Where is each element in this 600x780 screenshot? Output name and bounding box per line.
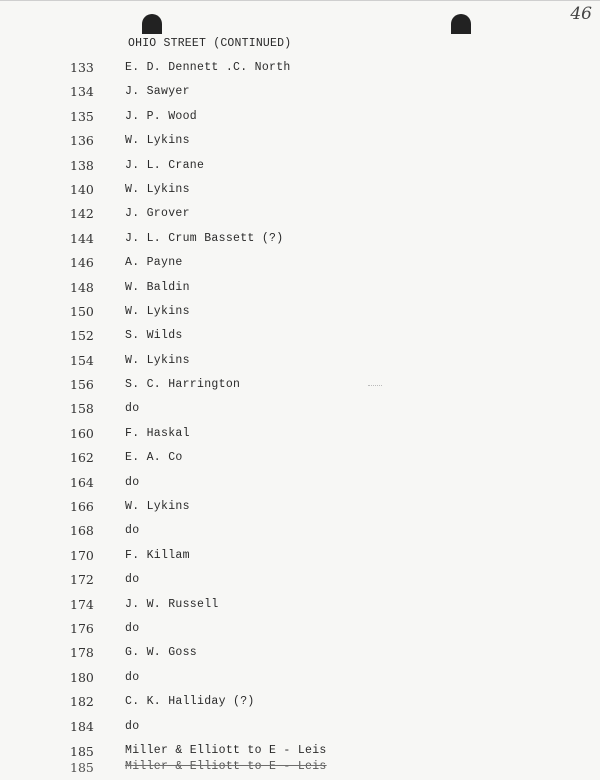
entry-name: C. K. Halliday (?)	[125, 695, 255, 709]
entry-list	[0, 58, 600, 741]
punch-hole-left	[142, 14, 162, 34]
entry-row	[0, 131, 600, 155]
entry-number: 182	[70, 694, 94, 710]
entry-number: 156	[70, 377, 94, 393]
entry-row	[0, 156, 600, 180]
entry-number: 148	[70, 279, 94, 295]
entry-row	[0, 546, 600, 570]
entry-number: 138	[70, 157, 94, 173]
entry-number: 152	[70, 328, 94, 344]
entry-name: do	[125, 719, 140, 733]
entry-name: W. Lykins	[125, 134, 190, 148]
entry-name: S. C. Harrington	[125, 378, 241, 392]
entry-number: 168	[70, 523, 94, 539]
entry-name: J. Sawyer	[125, 85, 190, 99]
entry-name: J. Grover	[125, 207, 190, 221]
entry-row	[0, 717, 600, 741]
entry-row	[0, 253, 600, 277]
entry-number: 185	[70, 760, 94, 775]
entry-row	[0, 692, 600, 716]
entry-number: 162	[70, 450, 94, 466]
entry-number: 180	[70, 669, 94, 685]
entry-row	[0, 229, 600, 253]
entry-row	[0, 58, 600, 82]
page-number: 46	[570, 4, 592, 24]
entry-name: do	[125, 524, 140, 538]
entry-name: J. P. Wood	[125, 109, 198, 123]
entry-name: do	[125, 402, 140, 416]
entry-row	[0, 473, 600, 497]
entry-row	[0, 668, 600, 692]
entry-name: F. Killam	[125, 548, 190, 562]
entry-row	[0, 643, 600, 667]
entry-row	[0, 82, 600, 106]
entry-name: Miller & Elliott to E - Leis	[125, 744, 327, 757]
entry-name: F. Haskal	[125, 426, 190, 440]
entry-name: J. L. Crane	[125, 158, 205, 172]
entry-row	[0, 107, 600, 131]
entry-row	[0, 595, 600, 619]
entry-number: 144	[70, 230, 94, 246]
entry-row	[0, 180, 600, 204]
final-entry	[0, 744, 600, 760]
entry-number: 172	[70, 572, 94, 588]
entry-row	[0, 424, 600, 448]
entry-name: W. Lykins	[125, 500, 190, 514]
entry-row	[0, 278, 600, 302]
entry-number: 164	[70, 474, 94, 490]
entry-name: E. A. Co	[125, 451, 183, 465]
entry-row	[0, 326, 600, 350]
page-top-edge	[0, 0, 600, 1]
entry-name: J. W. Russell	[125, 597, 219, 611]
entry-number: 135	[70, 108, 94, 124]
entry-number: 176	[70, 620, 94, 636]
entry-name: W. Lykins	[125, 304, 190, 318]
entry-name: Miller & Elliott to E - Leis	[125, 760, 327, 773]
entry-name: E. D. Dennett .C. North	[125, 61, 291, 74]
entry-row	[0, 521, 600, 545]
entry-name: J. L. Crum Bassett (?)	[125, 231, 284, 245]
entry-number: 184	[70, 718, 94, 734]
page-heading: OHIO STREET (CONTINUED)	[128, 37, 292, 50]
entry-number: 140	[70, 181, 94, 197]
entry-name: W. Lykins	[125, 182, 190, 196]
entry-name: W. Lykins	[125, 353, 190, 367]
entry-row	[0, 399, 600, 423]
entry-number: 146	[70, 255, 94, 271]
entry-number: 166	[70, 499, 94, 515]
entry-number: 178	[70, 645, 94, 661]
entry-name: do	[125, 573, 140, 587]
entry-number: 136	[70, 133, 94, 149]
entry-name: do	[125, 670, 140, 684]
entry-number: 150	[70, 303, 94, 319]
entry-name: do	[125, 621, 140, 635]
entry-row	[0, 497, 600, 521]
entry-name: do	[125, 475, 140, 489]
entry-row	[0, 570, 600, 594]
entry-name: A. Payne	[125, 256, 183, 270]
entry-row	[0, 302, 600, 326]
entry-number: 185	[70, 744, 94, 759]
entry-number: 154	[70, 352, 94, 368]
entry-row	[0, 204, 600, 228]
entry-number: 133	[70, 60, 94, 75]
overtyped-entry	[0, 760, 600, 776]
entry-number: 160	[70, 425, 94, 441]
entry-number: 174	[70, 596, 94, 612]
punch-hole-right	[451, 14, 471, 34]
entry-name: S. Wilds	[125, 329, 183, 343]
entry-number: 134	[70, 84, 94, 100]
entry-row	[0, 448, 600, 472]
entry-row	[0, 351, 600, 375]
entry-number: 158	[70, 401, 94, 417]
entry-row	[0, 619, 600, 643]
entry-number: 142	[70, 206, 94, 222]
entry-name: G. W. Goss	[125, 646, 198, 660]
entry-number: 170	[70, 547, 94, 563]
entry-row	[0, 375, 600, 399]
entry-name: W. Baldin	[125, 280, 190, 294]
